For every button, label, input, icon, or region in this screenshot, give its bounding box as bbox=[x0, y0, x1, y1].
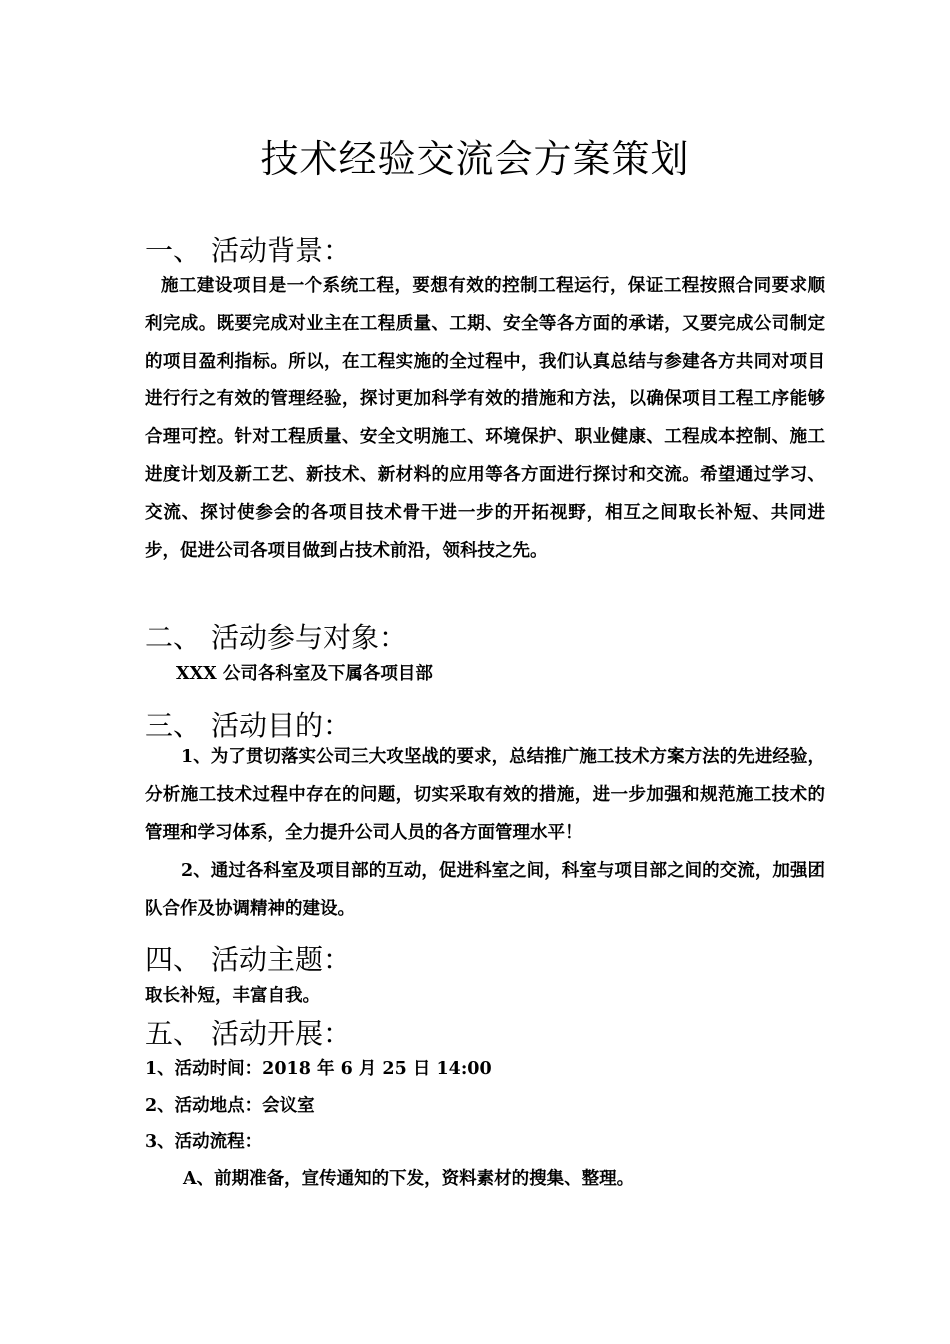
background-paragraph: 施工建设项目是一个系统工程，要想有效的控制工程运行，保证工程按照合同要求顺利完成。既要完成对业主在工程质量、工期、安全等各方面的承诺，又要完成公司制定的项目盈利指标。所以，在工程实施的全过程中，我们认真总结与参建各方共同对项目进行行之有效的管理经验，探讨更加科学有效的措施和方法，以确保项目工程工序能够合理可控。针对工程质量、安全文明施工、环境保护、职业健康、工程成本控制、施工进度计划及新工艺、新技术、新材料的应用等各方面进行探讨和交流。希望通过学习、交流、探讨使参会的各项目技术骨干进一步的开拓视野，相互之间取长补短、共同进步，促进公司各项目做到占技术前沿，领科技之先。 bbox=[145, 276, 825, 561]
schedule-location: 2、活动地点：会议室 bbox=[145, 1096, 315, 1116]
section-number: 一、 bbox=[145, 234, 202, 267]
process-step-a: A、前期准备，宣传通知的下发，资料素材的搜集、整理。 bbox=[183, 1169, 635, 1189]
purpose-paragraph-1: 1、为了贯切落实公司三大攻坚战的要求，总结推广施工技术方案方法的先进经验，分析施工技术过程中存在的问题，切实采取有效的措施，进一步加强和规范施工技术的管理和学习体系，全力提升公司人员的各方面管理水平！ bbox=[145, 747, 825, 843]
section-title: 活动开展： bbox=[211, 1017, 352, 1050]
schedule-time: 1、活动时间：2018 年 6 月 25 日 14:00 bbox=[145, 1059, 492, 1079]
section-title: 活动参与对象： bbox=[211, 621, 408, 654]
section-heading-background bbox=[145, 229, 351, 269]
document-title: 技术经验交流会方案策划 bbox=[260, 137, 690, 181]
section-heading-participants bbox=[145, 616, 407, 656]
section-number: 二、 bbox=[145, 621, 202, 654]
purpose-paragraph-2: 2、通过各科室及项目部的互动，促进科室之间，科室与项目部之间的交流，加强团队合作及协调精神的建设。 bbox=[145, 861, 825, 919]
section-number: 三、 bbox=[145, 709, 202, 742]
section-title: 活动主题： bbox=[211, 943, 352, 976]
section-number: 五、 bbox=[145, 1017, 202, 1050]
section-heading-theme bbox=[145, 938, 351, 978]
participants-text: XXX 公司各科室及下属各项目部 bbox=[176, 664, 433, 684]
section-title: 活动背景： bbox=[211, 234, 352, 267]
section-heading-purpose bbox=[145, 704, 351, 744]
schedule-process: 3、活动流程： bbox=[145, 1132, 263, 1152]
section-heading-schedule bbox=[145, 1012, 351, 1052]
theme-text: 取长补短，丰富自我。 bbox=[145, 986, 320, 1006]
section-title: 活动目的： bbox=[211, 709, 352, 742]
section-number: 四、 bbox=[145, 943, 202, 976]
